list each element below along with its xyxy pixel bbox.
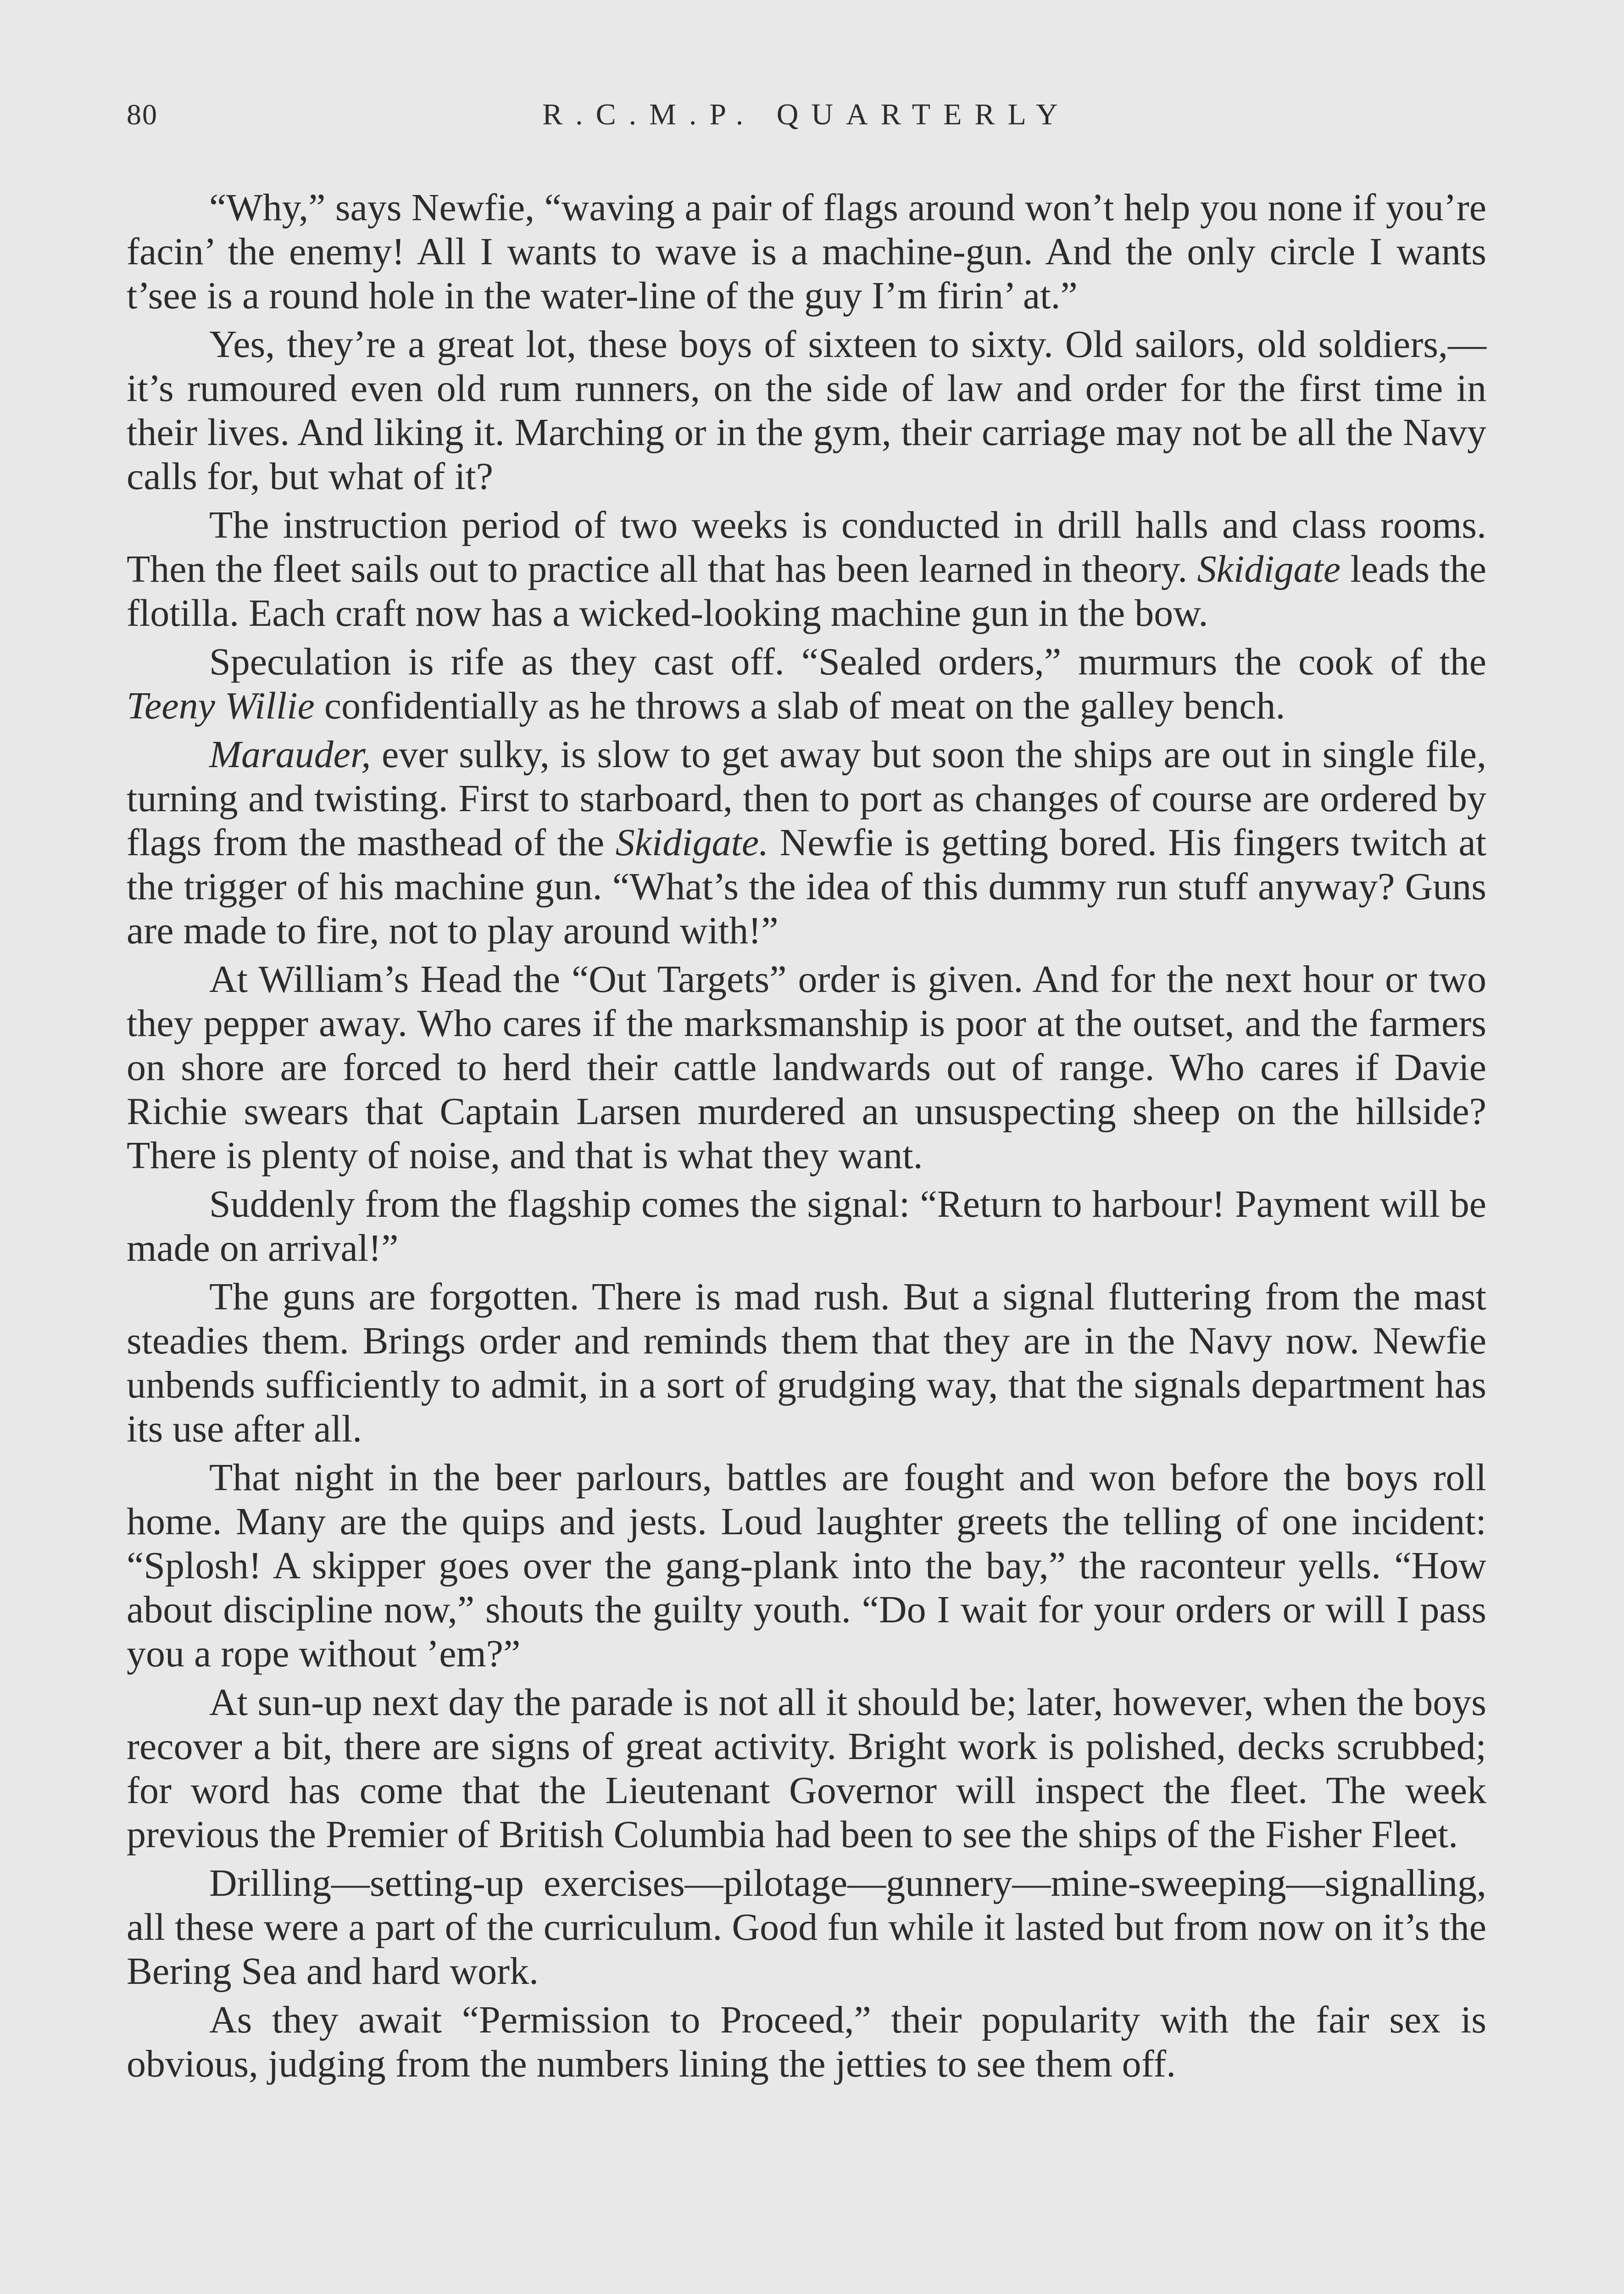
text-run: leads the flotilla. Each craft now has a wicked-looking machine gun in the bow. [127, 548, 1486, 635]
page-number: 80 [127, 98, 158, 131]
text-run: “Why,” says Newfie, “waving a pair of flags around won’t help you none if you’re facin’ the enemy! All I wants to wave is a machine-gun. And the only circle I wants t’see is a round hole in the water-line of the guy I’m firin’ at.” [127, 186, 1486, 317]
text-run: Drilling—setting-up exercises—pilotage—gunnery—mine-sweeping—signalling, all these were a part of the curriculum. Good fun while it lasted but from now on it’s the Bering Sea and hard work. [127, 1862, 1486, 1993]
text-run: At William’s Head the “Out Targets” order is given. And for the next hour or two they pepper away. Who cares if the marksmanship is poor at the outset, and the farmers on shore are forced to herd their cattle landwards out of range. Who cares if Davie Richie swears that Captain Larsen murdered an unsuspecting sheep on the hillside? There is plenty of noise, and that is what they want. [127, 958, 1486, 1177]
text-run: The guns are forgotten. There is mad rush. But a signal fluttering from the mast steadies them. Brings order and reminds them that they are in the Navy now. Newfie unbends sufficiently to admit, in a sort of grudging way, that the signals department has its use after all. [127, 1275, 1486, 1450]
running-head [127, 92, 1486, 138]
paragraph [127, 186, 1486, 318]
italic-ship-name: Teeny Willie [127, 685, 315, 727]
paragraph [127, 640, 1486, 728]
text-run: Suddenly from the flagship comes the signal: “Return to harbour! Payment will be made on arrival!” [127, 1183, 1486, 1269]
italic-ship-name: Skidigate. [615, 821, 769, 864]
text-run: At sun-up next day the parade is not all it should be; later, however, when the boys recover a bit, there are signs of great activity. Bright work is polished, decks scrubbed; for word has come that the Lieutenant Governor will inspect the fleet. The week previous the Premier of British Columbia had been to see the ships of the Fisher Fleet. [127, 1681, 1486, 1856]
text-run: That night in the beer parlours, battles are fought and won before the boys roll home. Many are the quips and jests. Loud laughter greets the telling of one incident: “Splosh! A skipper goes over the gang-plank into the bay,” the raconteur yells. “How about discipline now,” shouts the guilty youth. “Do I wait for your orders or will I pass you a rope without ’em?” [127, 1456, 1486, 1675]
paragraph [127, 1182, 1486, 1270]
paragraph [127, 733, 1486, 953]
paragraph [127, 1998, 1486, 2086]
journal-title: R.C.M.P. QUARTERLY [542, 98, 1071, 131]
paragraph [127, 1681, 1486, 1857]
text-run: Speculation is rife as they cast off. “Sealed orders,” murmurs the cook of the [209, 640, 1486, 683]
paragraph [127, 1861, 1486, 1993]
paragraph [127, 1456, 1486, 1676]
text-run: Yes, they’re a great lot, these boys of sixteen to sixty. Old sailors, old soldiers,—it’s rumoured even old rum runners, on the side of law and order for the first time in their lives. And liking it. Marching or in the gym, their carriage may not be all the Navy calls for, but what of it? [127, 323, 1486, 498]
paragraph [127, 958, 1486, 1178]
paragraph [127, 323, 1486, 499]
article-body [127, 186, 1486, 2086]
text-run: As they await “Permission to Proceed,” their popularity with the fair sex is obvious, judging from the numbers lining the jetties to see them off. [127, 1999, 1486, 2085]
italic-ship-name: Marauder, [209, 733, 371, 776]
text-run: Newfie is getting bored. His fingers twitch at the trigger of his machine gun. “What’s the idea of this dummy run stuff anyway? Guns are made to fire, not to play around with!” [127, 821, 1486, 952]
paragraph [127, 503, 1486, 635]
text-run: ever sulky, is slow to get away but soon the ships are out in single file, turning and twisting. First to starboard, then to port as changes of course are ordered by flags from the masthead of the [127, 733, 1486, 864]
text-run: The instruction period of two weeks is conducted in drill halls and class rooms. Then the fleet sails out to practice all that has been learned in theory. [127, 504, 1486, 590]
text-run: confidentially as he throws a slab of meat on the galley bench. [314, 685, 1285, 727]
paragraph [127, 1275, 1486, 1451]
italic-ship-name: Skidigate [1197, 548, 1341, 590]
